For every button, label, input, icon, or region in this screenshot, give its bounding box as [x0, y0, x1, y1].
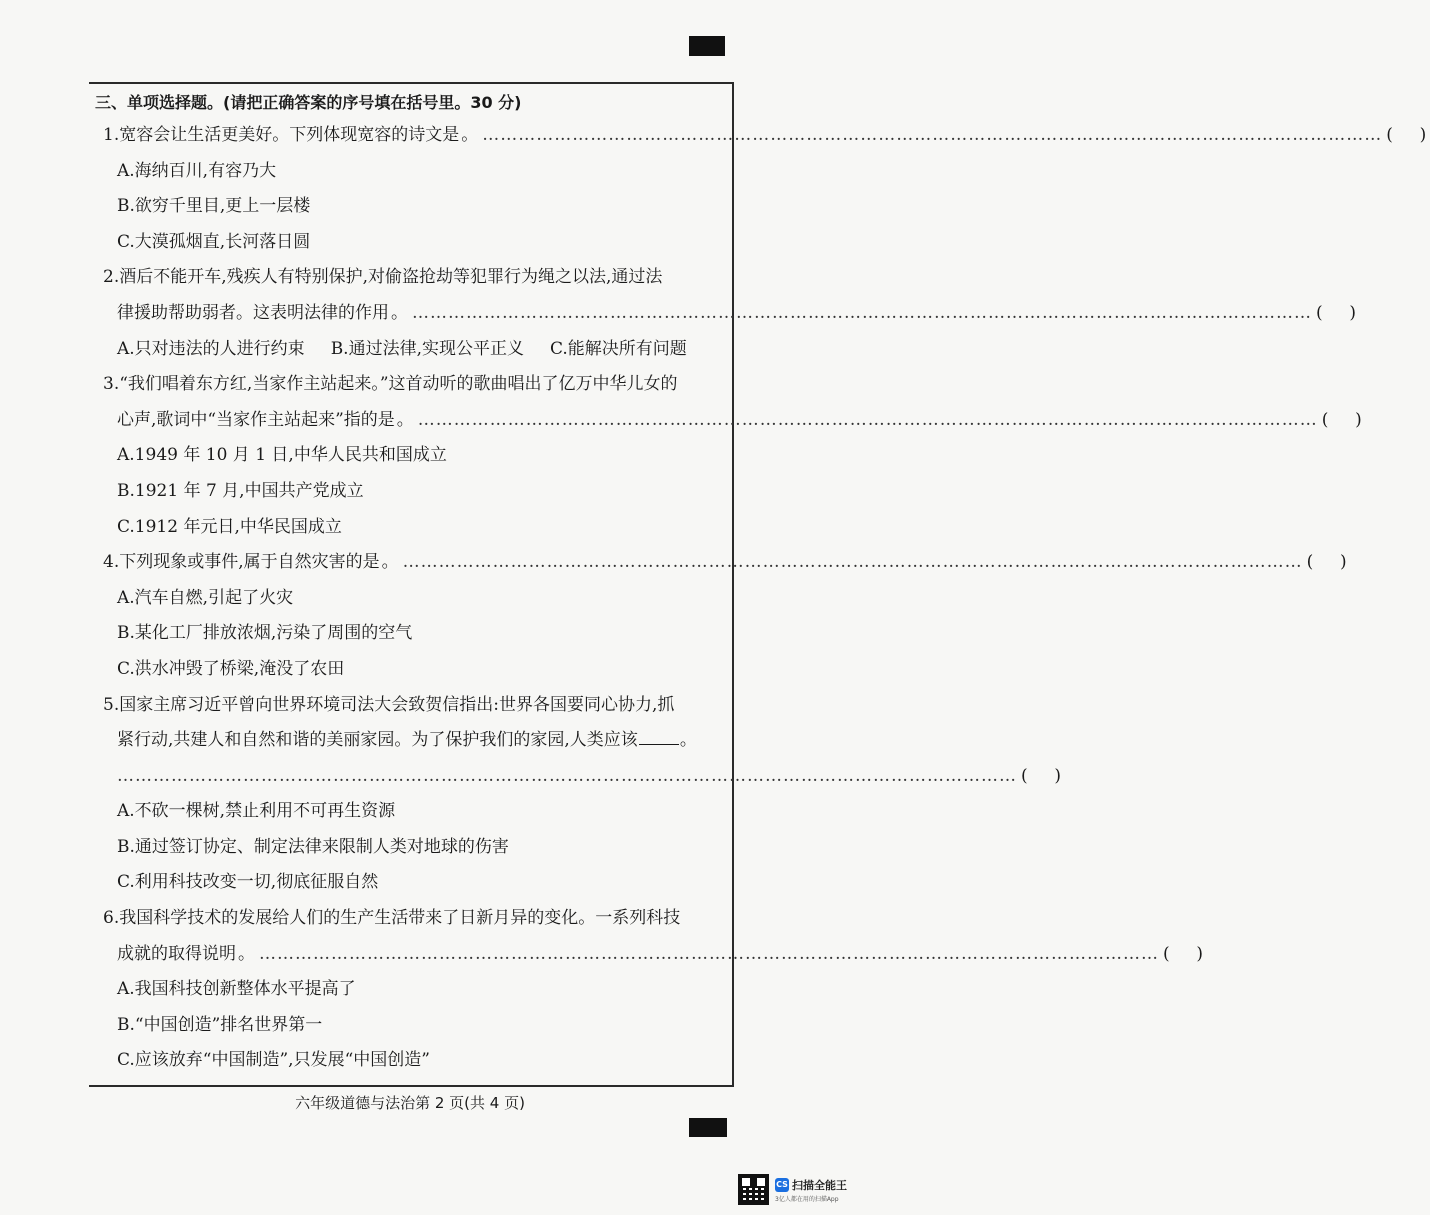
answer-parentheses: ( ): [1306, 552, 1347, 573]
camscanner-logo-icon: CS: [775, 1178, 789, 1192]
leader-dots: ……………………………………………………………………………………………………………………………………: [417, 409, 1318, 430]
question-4-stem: 4.下列现象或事件,属于自然灾害的是 。 …………………………………………………………………………………………………………………………………… ( ): [95, 545, 727, 581]
leader-dots: ……………………………………………………………………………………………………………………………………: [412, 302, 1312, 323]
question-2-stem-line2: 律援助帮助弱者。这表明法律的作用 。 …………………………………………………………………………………………………………………………………… ( ): [95, 296, 727, 332]
scanner-tagline: 3亿人都在用的扫描App: [775, 1195, 839, 1203]
question-3-option-b: B.1921 年 7 月,中国共产党成立: [117, 480, 364, 501]
question-6-stem-line2: 成就的取得说明 。 …………………………………………………………………………………………………………………………………… ( ): [95, 937, 727, 973]
answer-blank: [639, 728, 679, 745]
question-6-stem-line1: 6.我国科学技术的发展给人们的生产生活带来了日新月异的变化。一系列科技: [103, 908, 681, 929]
answer-parentheses: ( ): [1316, 302, 1356, 323]
registration-mark-bottom: [689, 1118, 727, 1137]
question-2-options: [95, 332, 727, 368]
question-3-option-c: C.1912 年元日,中华民国成立: [117, 516, 342, 537]
registration-mark-top: [689, 36, 725, 56]
leader-dots: ……………………………………………………………………………………………………………………………………: [402, 552, 1303, 573]
question-1-option-b: B.欲穷千里目,更上一层楼: [117, 196, 311, 217]
scanner-brand: [775, 1177, 847, 1203]
question-2-option-b: B.通过法律,实现公平正义: [330, 338, 524, 359]
exam-content: [95, 90, 1427, 1079]
question-3-stem-line2: 心声,歌词中“当家作主站起来”指的是 。 …………………………………………………………………………………………………………………………………… ( ): [95, 403, 727, 439]
answer-parentheses: ( ): [1163, 943, 1203, 964]
question-1-stem: 1.宽容会让生活更美好。下列体现宽容的诗文是 。 …………………………………………………………………………………………………………………………………… ( ): [95, 118, 727, 154]
question-2-stem-line1: 2.酒后不能开车,残疾人有特别保护,对偷盗抢劫等犯罪行为绳之以法,通过法: [103, 267, 663, 288]
question-3-stem-line1: 3.“我们唱着东方红,当家作主站起来。”这首动听的歌曲唱出了亿万中华儿女的: [103, 374, 678, 395]
qr-code-icon: [738, 1174, 769, 1205]
question-5-stem-line3: [95, 759, 1061, 795]
question-5-stem-line1: 5.国家主席习近平曾向世界环境司法大会致贺信指出:世界各国要同心协力,抓: [103, 694, 675, 715]
question-5-option-c: C.利用科技改变一切,彻底征服自然: [117, 872, 379, 893]
answer-parentheses: ( ): [1386, 125, 1427, 145]
question-6-option-a: A.我国科技创新整体水平提高了: [117, 979, 356, 1000]
leader-dots: ……………………………………………………………………………………………………………………………………: [259, 943, 1159, 964]
scanner-brand-name: 扫描全能王: [792, 1178, 847, 1192]
question-2-option-a: A.只对违法的人进行约束: [117, 338, 305, 359]
page-footer: 六年级道德与法治第 2 页(共 4 页): [295, 1094, 525, 1112]
question-4-option-a: A.汽车自燃,引起了火灾: [117, 587, 294, 608]
question-6-option-b: B.“中国创造”排名世界第一: [117, 1014, 323, 1035]
question-6-option-c: C.应该放弃“中国制造”,只发展“中国创造”: [117, 1050, 430, 1071]
question-2-option-c: C.能解决所有问题: [550, 338, 687, 359]
question-1-option-a: A.海纳百川,有容乃大: [117, 160, 277, 181]
answer-parentheses: ( ): [1321, 409, 1362, 430]
leader-dots: ……………………………………………………………………………………………………………………………………: [482, 125, 1383, 145]
question-5-stem-line2: 紧行动,共建人和自然和谐的美丽家园。为了保护我们的家园,人类应该 。: [117, 730, 697, 751]
question-5-option-b: B.通过签订协定、制定法律来限制人类对地球的伤害: [117, 836, 509, 857]
answer-parentheses: ( ): [1021, 765, 1061, 786]
question-4-option-b: B.某化工厂排放浓烟,污染了周围的空气: [117, 623, 413, 644]
leader-dots: ……………………………………………………………………………………………………………………………………: [117, 765, 1017, 786]
question-4-option-c: C.洪水冲毁了桥梁,淹没了农田: [117, 658, 345, 679]
question-1-option-c: C.大漠孤烟直,长河落日圆: [117, 231, 311, 252]
section-title: 三、单项选择题。(请把正确答案的序号填在括号里。30 分): [95, 93, 522, 112]
question-3-option-a: A.1949 年 10 月 1 日,中华人民共和国成立: [117, 445, 447, 466]
question-5-option-a: A.不砍一棵树,禁止利用不可再生资源: [117, 801, 396, 822]
scanner-watermark: [738, 1174, 847, 1205]
